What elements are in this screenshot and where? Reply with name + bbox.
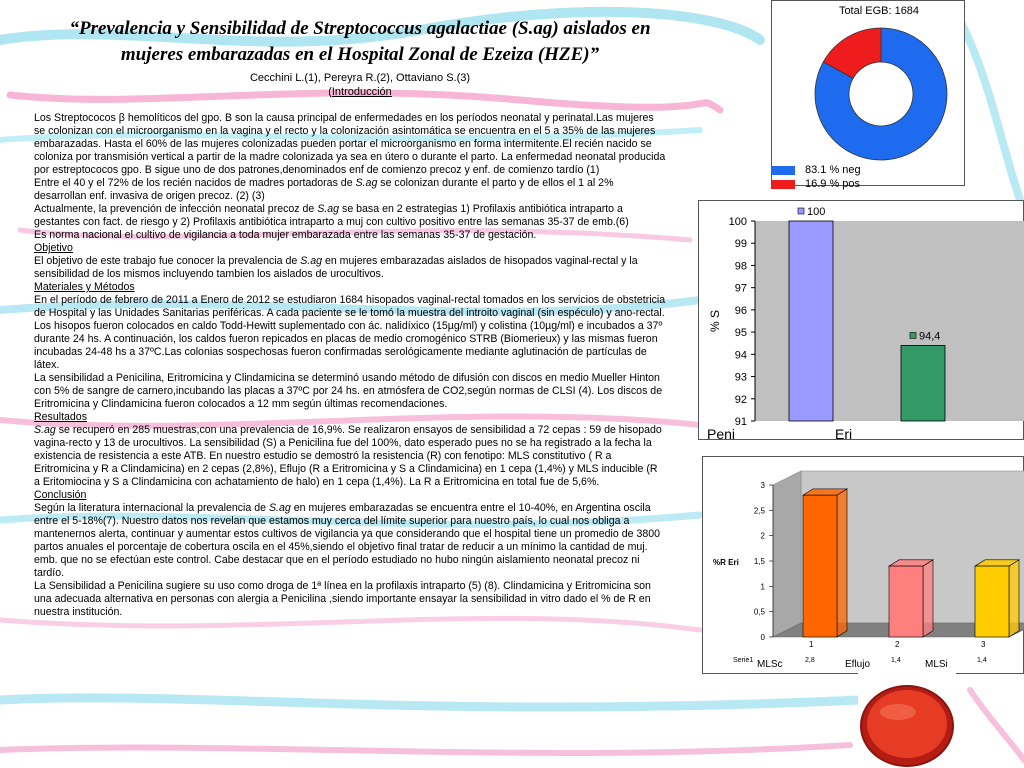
y-tick-label: 2 (760, 531, 765, 541)
intro-link[interactable] (30, 86, 690, 98)
y-tick-label: 91 (734, 416, 747, 428)
y-tick-label: 97 (734, 282, 747, 295)
x-category-name: MLSc (757, 659, 783, 670)
series-label: Serie1 (733, 657, 754, 664)
x-category-label: Peni (707, 426, 736, 441)
y-tick-label: 94 (734, 349, 747, 362)
section-heading-materiales: Materiales y Métodos (34, 281, 135, 293)
paragraph: La sensibilidad a Penicilina, Eritromicina y Clindamicina se determinó usando método de difusión con discos en medio Mueller Hinton con 5% de sangre de carnero,incubando las placas a 37ºC por 24 hs. en atmósfera de CO2,según normas de CLSI (4). Los discos de Eritromicina y Clindamicina fueron colocados a 12 mm según últimas recomendaciones. (34, 372, 663, 410)
bar-chart-sensitivity (699, 201, 1024, 441)
y-axis-label: % S (708, 309, 722, 333)
legend-label-neg: 83.1 % neg (805, 164, 861, 176)
y-tick-label: 2,5 (753, 506, 765, 516)
x-category-name: MLSi (925, 659, 948, 670)
bar-eri (901, 345, 945, 421)
paragraph: Es norma nacional el cultivo de vigilancia a toda mujer embarazada entre las semanas 35-37 de gestación. (34, 229, 537, 241)
y-tick-label: 100 (728, 216, 747, 228)
y-tick-label: 93 (734, 371, 747, 384)
bar-mlsi (975, 566, 1009, 637)
y-tick-label: 0 (760, 633, 765, 642)
bar-side-eflujo (923, 560, 933, 637)
paragraph: Entre el 40 y el 72% de los recién nacidos de madres portadoras de S.ag se colonizan durante el parto y de ellos el 1 al 2% desarrollan enf. invasiva de origen precoz. (2) (3) (34, 177, 614, 202)
intro-prefix: ( (328, 86, 332, 98)
legend-swatch-pos (771, 180, 795, 189)
petri-dish-image (858, 672, 956, 768)
paragraph: Según la literatura internacional la prevalencia de S.ag en mujeres embarazadas se encuentra entre el 10-40%, en Argentina oscila entre el 5-18%(7). Nuestro datos nos revelan que estamos muy cerca del límite superior para nuestro país, lo cual nos obliga a mantenernos alerta, continuar y aumentar estos cultivos de vigilancia ya que considerando que el hospital tiene un promedio de 3800 partos anuales el porcentaje de cobertura oscila en el 45%,siendo el objetivo final tratar de reducir a un mínimo la cantidad de muj. emb. que no se efectúan este control. Cabe destacar que en el período estudiado no hubo ningún aislamiento neonatal precoz ni tardío. (34, 502, 661, 579)
section-heading-resultados: Resultados (34, 411, 87, 423)
paragraph: Los Streptococos β hemolíticos del gpo. B son la causa principal de enfermedades en los períodos neonatal y perinatal.Las mujeres se colonizan con el microorganismo en la vagina y el recto y la colonización asintomática se encuentra en el 5 a 35% de las mujeres embarazadas. Hasta el 60% de las mujeres colonizadas pueden portar el microorganismo en forma intermitente.El recién nacido se coloniza por transmisión vertical a partir de la madre colonizada ya sea en útero o durante el parto. La enfermedad neonatal producida por estreptococos gpo. B sigue uno de dos patrones,denominados enf de comienzo precoz y enf. de comienzo tardío (1) (34, 112, 666, 176)
legend-swatch-neg (771, 166, 795, 175)
x-category-name: Eflujo (845, 659, 871, 670)
bar-chart-sensitivity-panel (698, 200, 1024, 440)
bar-side-mlsc (837, 489, 847, 637)
y-tick-label: 3 (760, 481, 765, 490)
donut-legend-neg (771, 164, 861, 176)
data-label: 1,4 (891, 657, 901, 664)
poster-title (30, 16, 690, 68)
data-label: 100 (807, 206, 826, 218)
paragraph: S.ag se recuperó en 285 muestras,con una prevalencia de 16,9%. Se realizaron ensayos de sensibilidad a 72 cepas : 59 de hisopado vagina-recto y 13 de urocultivos. La sensibilidad (S) a Penicilina fue del 100%, dato esperado pues no se ha registrado a la fecha la existencia de resistencia a este ATB. En nuestro estudio se demostró la resistencia (R) con fenotipo: MLS constitutivo ( R a Eritromicina y R a Clindamicina) en 2 cepas (2,8%), Eflujo (R a Eritromicina y S a Clindamicina) en 1 cepa (1,4%) y MLS inducible (R a Eritomiocina y S a Clindamicina con achatamiento de halo) en 1 cepa (1,4%). La R a Eritromicina en total fue de 5,6%. (34, 424, 662, 488)
intro-link-label[interactable]: Introducción (331, 86, 392, 98)
donut-chart-title: Total EGB: 1684 (838, 5, 920, 17)
y-tick-label: 0,5 (753, 607, 765, 617)
y-axis-label: %R Eri (713, 558, 739, 567)
paragraph: Actualmente, la prevención de infección neonatal precoz de S.ag se basa en 2 estrategias 1) Profilaxis antibiótica intraparto a gestantes con fact. de riesgo y 2) Profilaxis antibiótica intraparto a muj con cultivo positivo entre las semanas 35-37 de emb.(6) (34, 203, 629, 228)
y-tick-label: 98 (734, 260, 747, 273)
data-label: 94,4 (919, 330, 941, 343)
y-tick-label: 95 (734, 327, 747, 340)
paragraph: En el período de febrero de 2011 a Enero de 2012 se estudiaron 1684 hisopados vaginal-rectal tomados en los servicios de obstetricia de Hospital y las Unidades Sanitarias periféricas. A cada paciente se le tomó la muestra del introito vaginal (sin espéculo) y ano-rectal. Los hisopos fueron colocados en caldo Todd-Hewitt suplementado con ác. nalidíxico (15µg/ml) y colistina (10µg/ml) e incubados a 37º durante 24 hs. A continuación, los caldos fueron repicados en placas de medio cromogénico STRB (Biomerieux) y las mismas fueron incubadas 24-48 hs a 37ºC.Las colonias sospechosas fueron confirmadas serológicamente mediante aglutinación de partículas de látex. (34, 294, 666, 371)
y-tick-label: 1 (760, 582, 765, 592)
poster-body (34, 112, 666, 619)
legend-label-pos: 16.9 % pos (805, 178, 861, 190)
data-label: 2,8 (805, 657, 815, 664)
y-tick-label: 1,5 (753, 557, 765, 566)
bar-eflujo (889, 566, 923, 637)
bar-peni (789, 221, 833, 421)
section-heading-objetivo: Objetivo (34, 242, 73, 254)
data-label: 1,4 (977, 657, 987, 664)
donut-legend-pos (771, 178, 860, 190)
bar-chart-resistance (703, 457, 1024, 675)
authors: Cecchini L.(1), Pereyra R.(2), Ottaviano S.(3) (249, 72, 471, 84)
x-tick-label: 3 (981, 640, 986, 649)
title-line-2: mujeres embarazadas en el Hospital Zonal de Ezeiza (HZE)” (120, 44, 600, 65)
bar-chart-resistance-panel (702, 456, 1024, 674)
donut-chart-panel (771, 0, 965, 186)
side-wall (773, 471, 801, 637)
data-label-marker (910, 332, 916, 338)
bar-side-mlsi (1009, 560, 1019, 637)
x-category-label: Eri (835, 426, 853, 441)
paragraph: La Sensibilidad a Penicilina sugiere su uso como droga de 1ª línea en la profilaxis intraparto (5) (8). Clindamicina y Eritromicina son una adecuada alternativa en personas con alergia a Penicilina ,siendo importante ensayar la sensibilidad in vitro dado el % de R en nuestra institución. (34, 580, 651, 618)
x-tick-label: 2 (895, 640, 900, 649)
section-heading-conclusion: Conclusión (34, 489, 87, 501)
x-tick-label: 1 (809, 640, 814, 649)
title-line-1: “Prevalencia y Sensibilidad de Streptococcus agalactiae (S.ag) aislados en (69, 18, 651, 39)
y-tick-label: 96 (734, 304, 747, 317)
donut-chart (772, 1, 966, 187)
y-tick-label: 92 (734, 393, 747, 406)
bar-mlsc (803, 495, 837, 637)
paragraph: El objetivo de este trabajo fue conocer la prevalencia de S.ag en mujeres embarazadas aislados de hisopados vaginal-rectal y la sensibilidad de los mismos incluyendo tambien los aislados de urocultivos. (34, 255, 638, 280)
data-label-marker (798, 208, 804, 214)
y-tick-label: 99 (734, 238, 747, 251)
